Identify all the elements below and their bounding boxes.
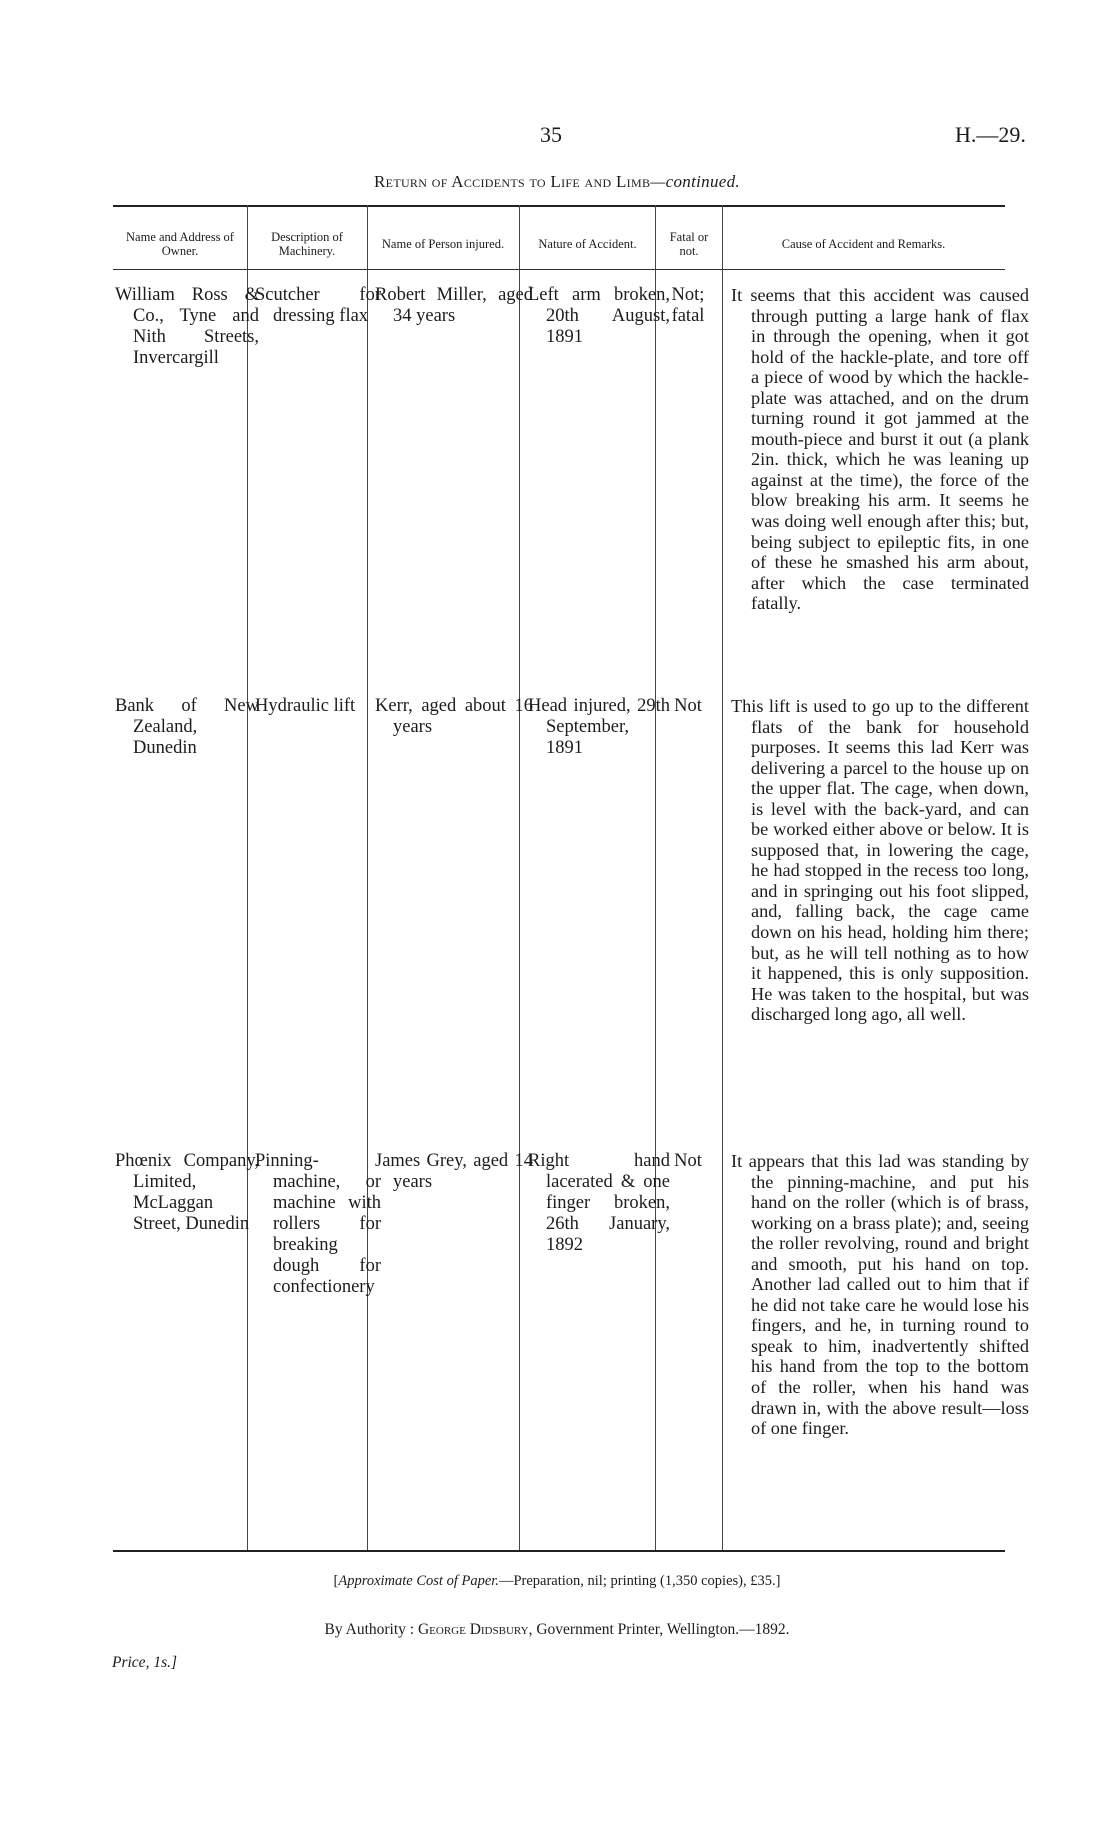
row2-owner: Bank of New Zealand, Dunedin — [115, 696, 259, 758]
title-suffix: —continued. — [650, 172, 740, 191]
row1-machinery: Scutcher for dressing flax — [255, 285, 381, 326]
price-note: Price, 1s.] — [112, 1654, 178, 1671]
header-machinery: Description of Machinery. — [271, 230, 343, 258]
row1-fatal: Not; fatal — [671, 285, 705, 326]
row2-remarks: This lift is used to go up to the different flats of the bank for household purposes. It seems this lad Kerr was delivering a parcel to the house up on the upper flat. The cage, when down, is level with the back-yard, and can be worked either above or below. It is supposed that, in lowering the cage, he had stopped in the recess too long, and in springing out his foot slipped, and, falling back, the cage came down on his head, holding him there; but, as he will tell nothing as to how it happened, this is only supposition. He was taken to the hospital, but was discharged long ago, all well. — [731, 696, 1029, 1025]
row3-nature: Right hand lacerated & one finger broken, 26th January, 1892 — [528, 1151, 670, 1255]
price-text: Price, 1s. — [112, 1654, 171, 1671]
row2-person: Kerr, aged about 16 years — [375, 696, 533, 737]
row2-nature: Head injured, 29th September, 1891 — [528, 696, 670, 758]
column-divider-2 — [367, 205, 368, 1550]
header-fatal: Fatal or not. — [669, 230, 709, 258]
cost-text: —Preparation, nil; printing (1,350 copies), £35. — [498, 1573, 776, 1589]
title-main: Return of Accidents to Life and Limb — [374, 172, 651, 191]
column-divider-1 — [247, 205, 248, 1550]
column-divider-4 — [655, 205, 656, 1550]
printer-name: George Didsbury — [417, 1621, 529, 1638]
row1-owner: William Ross & Co., Tyne and Nith Streets, Invercargill — [115, 285, 259, 368]
row1-remarks: It seems that this accident was caused through putting a large hank of flax in through the opening, when it got hold of the hackle-plate, and tore off a piece of wood by which the hackle-plate was attached, and on the drum turning round it got jammed at the mouth-piece and burst it out (a plank 2in. thick, which he was leaning up against at the time), the force of the blow breaking his arm. It seems he was doing well enough after this; but, being subject to epileptic fits, in one of these he smashed his arm about, after which the case terminated fatally. — [731, 285, 1029, 614]
row3-remarks: It appears that this lad was standing by the pinning-machine, and put his hand on the roller (which is of brass, working on a brass plate); and, seeing the roller revolving, round and bright and smooth, put his hand on top. Another lad called out to him that if he did not take care he would lose his fingers, and he, in turning round to speak to him, inadvertently shifted his hand from the top to the bottom of the roller, when his hand was drawn in, with the above result—loss of one finger. — [731, 1151, 1029, 1439]
cost-label: Approximate Cost of Paper. — [338, 1573, 499, 1589]
row3-owner: Phœnix Company, Limited, McLaggan Street, Dunedin — [115, 1151, 259, 1234]
table-bottom-rule — [113, 1550, 1005, 1552]
row3-machinery: Pinning-machine, or machine with rollers for breaking dough for confectionery — [255, 1151, 381, 1297]
header-owner: Name and Address of Owner. — [126, 230, 234, 258]
row1-nature: Left arm broken, 20th August, 1891 — [528, 285, 670, 347]
page-number: 35 — [540, 122, 562, 147]
column-divider-3 — [519, 205, 520, 1550]
row3-person: James Grey, aged 14 years — [375, 1151, 533, 1192]
column-divider-5 — [722, 205, 723, 1550]
header-remarks: Cause of Accident and Remarks. — [781, 237, 946, 251]
printer-authority — [0, 1621, 1114, 1639]
row3-fatal: Not — [674, 1151, 702, 1171]
header-person: Name of Person injured. — [381, 237, 505, 251]
page-title — [0, 172, 1114, 192]
cost-footnote: [Approximate Cost of Paper.—Preparation, nil; printing (1,350 copies), £35.] — [333, 1573, 781, 1589]
header-nature: Nature of Accident. — [538, 237, 637, 251]
document-reference: H.—29. — [955, 122, 1026, 147]
row2-machinery: Hydraulic lift — [255, 696, 356, 716]
printer-suffix: , Government Printer, Wellington.—1892. — [528, 1621, 790, 1638]
authority-prefix: By Authority : — [324, 1621, 415, 1638]
row2-fatal: Not — [674, 696, 702, 716]
row1-person: Robert Miller, aged 34 years — [375, 285, 533, 326]
